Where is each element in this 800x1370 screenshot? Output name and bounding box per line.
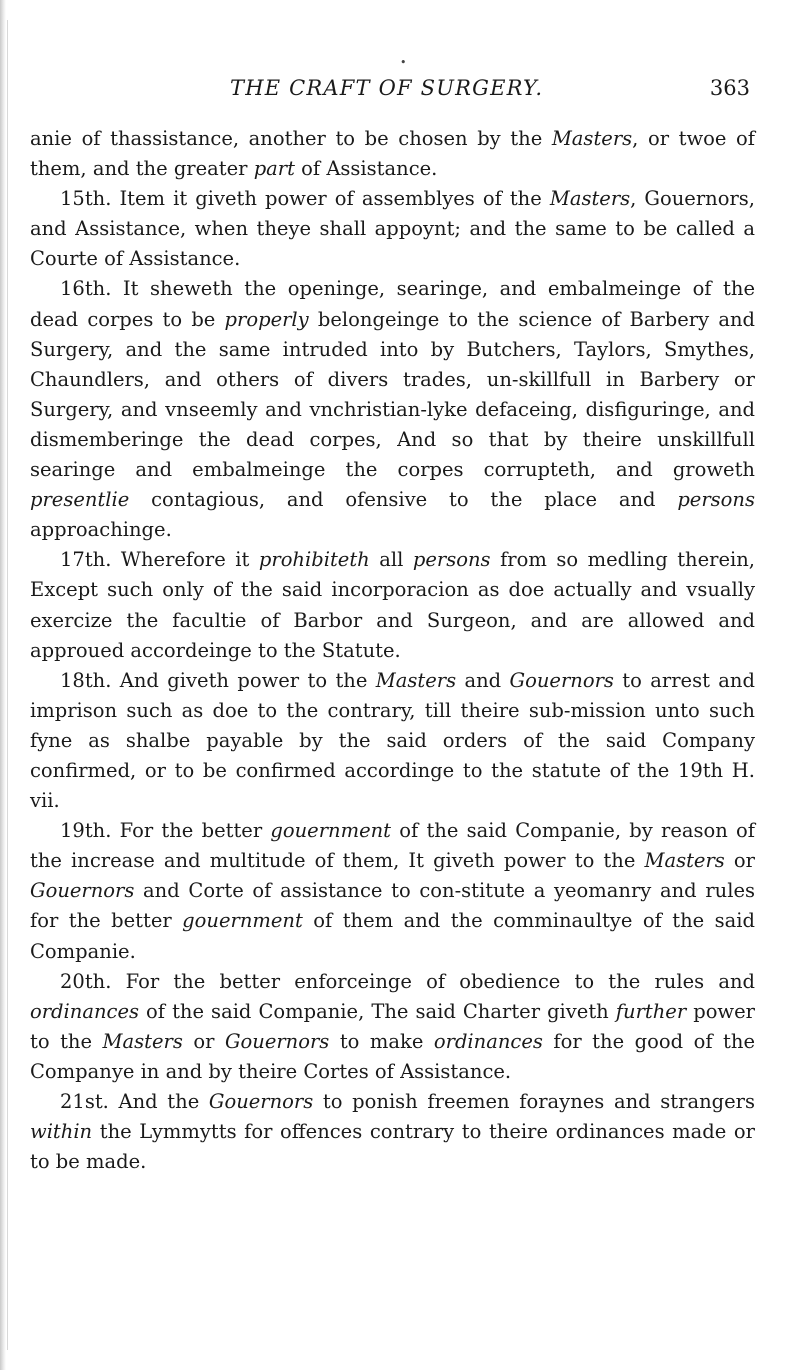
- text-run: and Corte of assistance to con-stitute a yeomanry and rules for the better: [30, 879, 755, 933]
- italic-text: gouernment: [270, 819, 392, 843]
- text-run: 18th. And giveth power to the: [60, 668, 376, 692]
- italic-text: gouernment: [182, 909, 303, 933]
- text-run: from so medling therein, Except such only of the said incorporacion as doe actually and vsually exercize the facultie of Barbor and Surgeon, and are allowed and approued accordeinge to the Statute.: [30, 548, 755, 662]
- text-run: to make: [329, 1029, 434, 1053]
- body-text: [30, 124, 755, 1177]
- text-run: and: [456, 668, 510, 692]
- italic-text: Gouernors: [208, 1090, 314, 1113]
- running-title: THE CRAFT OF SURGERY.: [230, 76, 544, 100]
- paragraph: [30, 124, 755, 184]
- italic-text: Gouernors: [224, 1029, 330, 1053]
- paragraph: [30, 274, 755, 545]
- italic-text: persons: [412, 548, 491, 572]
- italic-text: Gouernors: [509, 668, 614, 692]
- text-run: to arrest and imprison such as doe to the contrary, till theire sub-mission unto such fyne as shalbe payable by the said orders of the said Company confirmed, or to be confirmed accordinge to the statute of the 19th H. vii.: [30, 668, 755, 813]
- text-run: 19th. For the better: [60, 819, 271, 843]
- paragraph: [30, 184, 755, 274]
- paragraph: [30, 545, 755, 665]
- text-run: 16th. It sheweth the openinge, searinge, and embalmeinge of the dead corpes to be: [30, 277, 755, 331]
- text-run: of them and the comminaultye of the said Companie.: [30, 909, 755, 963]
- italic-text: presentlie: [30, 488, 130, 512]
- text-run: power to the: [30, 999, 755, 1053]
- text-run: all: [369, 548, 413, 572]
- text-run: to ponish freemen foraynes and strangers: [313, 1090, 755, 1113]
- italic-text: further: [615, 999, 687, 1023]
- italic-text: Gouernors: [30, 879, 135, 903]
- italic-text: properly: [224, 307, 309, 331]
- page-binding-line: [7, 20, 8, 1350]
- italic-text: Masters: [102, 1029, 183, 1053]
- paragraph: [30, 1087, 755, 1177]
- text-run: 20th. For the better enforceinge of obedience to the rules and: [60, 969, 755, 993]
- italic-text: Masters: [644, 849, 725, 873]
- text-run: of the said Companie, by reason of the increase and multitude of them, It giveth power to the: [30, 819, 755, 873]
- text-run: or: [182, 1029, 225, 1053]
- text-run: the Lymmytts for offences contrary to theire ordinances made or to be made.: [30, 1120, 755, 1174]
- text-run: belongeinge to the science of Barbery and Surgery, and the same intruded into by Butchers, Taylors, Smythes, Chaundlers, and others of divers trades, un-skillfull in Barbery or Surgery, and vnseemly and vnchristian-lyke defaceing, disfiguringe, and dismemberinge the dead corpes, And so that by theire unskillfull searinge and embalmeinge the corpes corrupteth, and groweth: [30, 307, 755, 482]
- page-binding-edge: [0, 0, 6, 1370]
- text-run: or: [724, 849, 755, 873]
- paragraph: [30, 967, 755, 1087]
- text-run: of the said Companie, The said Charter giveth: [139, 999, 616, 1023]
- italic-text: Masters: [551, 127, 633, 150]
- paragraph: [30, 816, 755, 966]
- italic-text: ordinances: [433, 1029, 543, 1053]
- text-run: anie of thassistance, another to be chosen by the: [30, 127, 552, 150]
- text-run: of Assistance.: [294, 157, 438, 181]
- text-run: approachinge.: [30, 518, 172, 542]
- paragraph: [30, 666, 755, 816]
- italic-text: Masters: [375, 668, 457, 692]
- text-run: , or twoe of them, and the greater: [30, 127, 755, 181]
- page-number: 363: [709, 76, 750, 100]
- text-run: 21st. And the: [60, 1090, 209, 1113]
- text-run: for the good of the Companye in and by theire Cortes of Assistance.: [30, 1029, 755, 1083]
- italic-text: ordinances: [30, 999, 139, 1023]
- italic-text: part: [253, 157, 295, 181]
- text-run: 15th. Item it giveth power of assemblyes of the: [60, 187, 550, 211]
- italic-text: Masters: [549, 187, 631, 211]
- printer-mark: •: [400, 56, 407, 69]
- italic-text: within: [30, 1120, 93, 1144]
- page-header: [40, 72, 750, 112]
- text-run: , Gouernors, and Assistance, when theye shall appoynt; and the same to be called a Courte of Assistance.: [30, 187, 755, 271]
- text-run: 17th. Wherefore it: [60, 548, 259, 572]
- text-run: contagious, and ofensive to the place and: [129, 488, 678, 512]
- italic-text: persons: [677, 488, 755, 512]
- italic-text: prohibiteth: [258, 548, 370, 572]
